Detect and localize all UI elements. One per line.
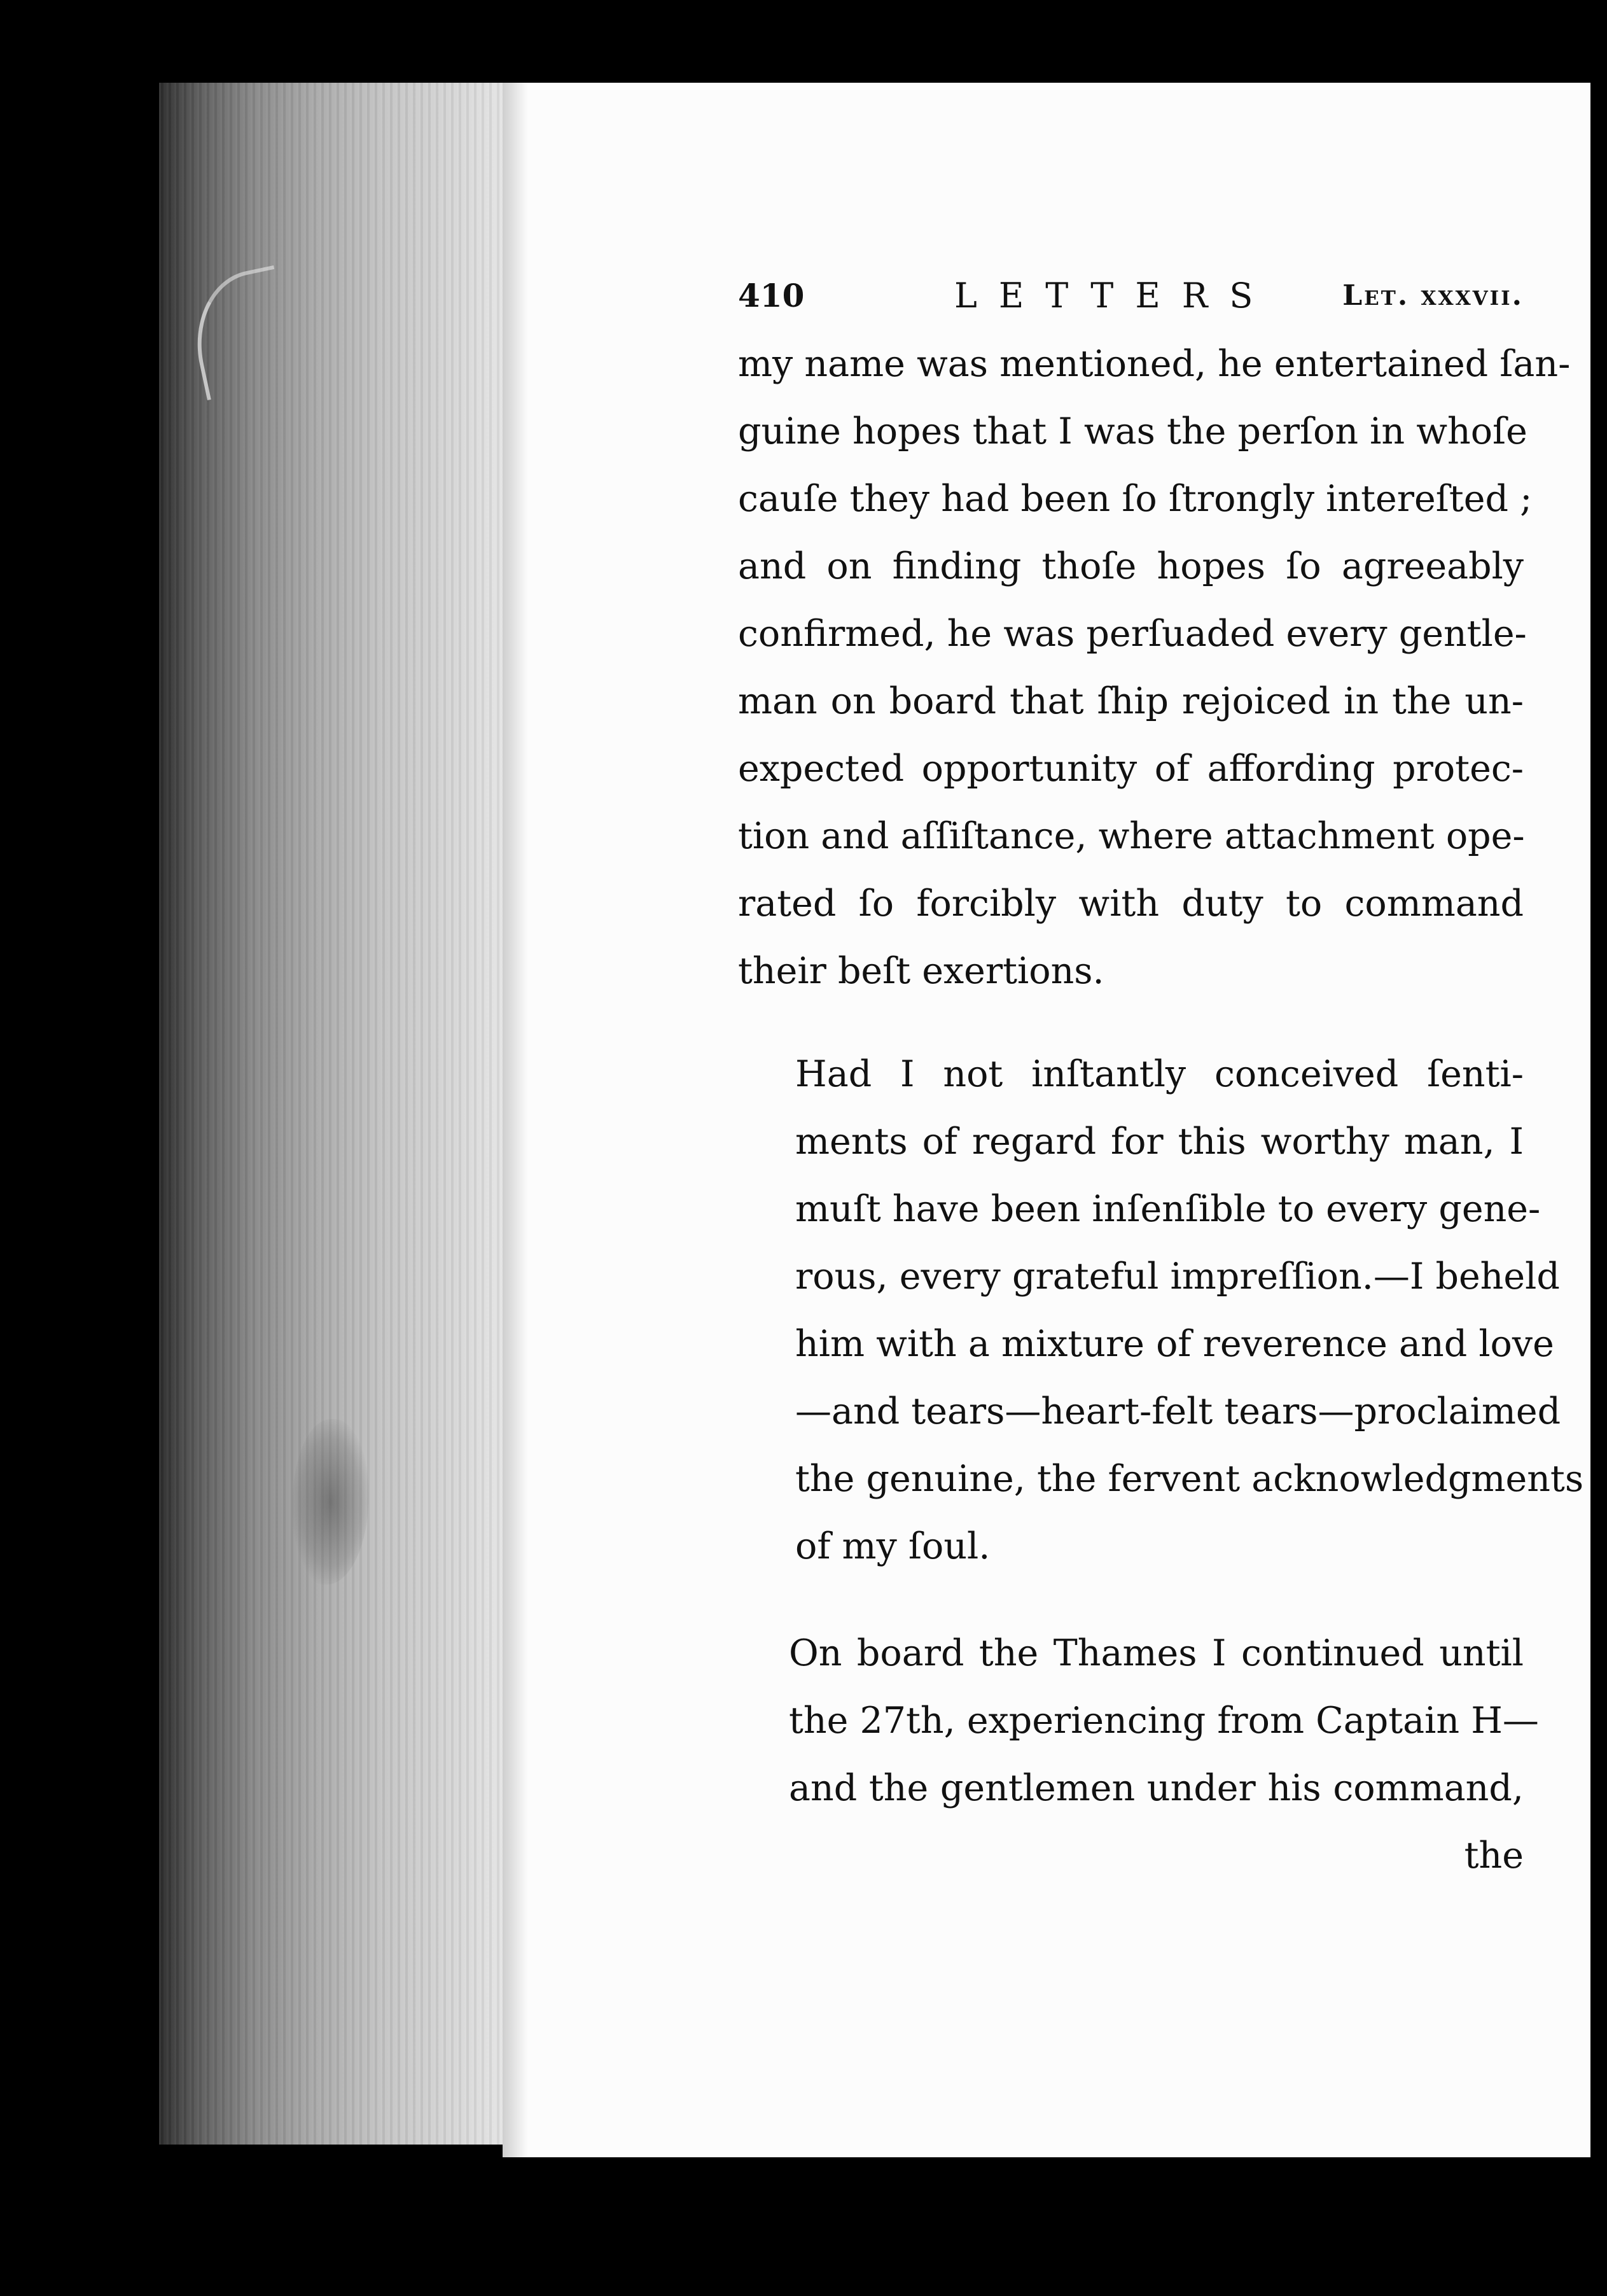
text-line: the genuine, the fervent acknowledgments xyxy=(795,1458,1584,1500)
text-line: muſt have been inſenſible to every gene- xyxy=(795,1188,1541,1230)
paragraph-3 xyxy=(738,1620,1539,1822)
text-line: expected opportunity of affording protec- xyxy=(738,748,1524,790)
text-line: rous, every grateful impreſſion.—I beheld xyxy=(795,1256,1560,1298)
text-line: ments of regard for this worthy man, I xyxy=(795,1121,1524,1163)
text-line: of my ſoul. xyxy=(795,1525,991,1567)
text-line: man on board that ſhip rejoiced in the un- xyxy=(738,680,1524,722)
text-line: confirmed, he was perſuaded every gentle- xyxy=(738,613,1527,655)
text-line: him with a mixture of reverence and love xyxy=(795,1323,1554,1365)
running-title: LETTERS xyxy=(954,276,1275,316)
letter-reference: Let. xxxvii. xyxy=(1342,279,1524,312)
text-line: guine hopes that I was the perſon in whoſe xyxy=(738,410,1527,452)
text-line: and the gentlemen under his command, xyxy=(789,1767,1524,1809)
text-line: their beſt exertions. xyxy=(738,950,1104,992)
text-line: Had I not inſtantly conceived ſenti- xyxy=(795,1053,1524,1095)
text-line: —and tears—heart-felt tears—proclaimed xyxy=(795,1390,1561,1432)
text-line: the 27th, experiencing from Captain H— xyxy=(789,1700,1539,1742)
catchword: the xyxy=(1464,1835,1524,1877)
text-line: and on finding thoſe hopes ſo agreeably xyxy=(738,545,1524,587)
paragraph-2 xyxy=(738,1040,1584,1580)
text-line: my name was mentioned, he entertained ſan- xyxy=(738,343,1571,385)
paragraph-1 xyxy=(738,330,1571,1005)
text-line: On board the Thames I continued until xyxy=(789,1632,1524,1674)
text-line: cauſe they had been ſo ſtrongly intereſted ; xyxy=(738,478,1533,520)
page-number: 410 xyxy=(738,277,805,314)
page-text-block xyxy=(738,270,1584,1889)
running-header xyxy=(738,270,1524,321)
page-edge-shadow xyxy=(503,83,528,2157)
text-line: tion and aſſiſtance, where attachment ope- xyxy=(738,815,1525,857)
text-line: rated ſo forcibly with duty to command xyxy=(738,883,1524,925)
